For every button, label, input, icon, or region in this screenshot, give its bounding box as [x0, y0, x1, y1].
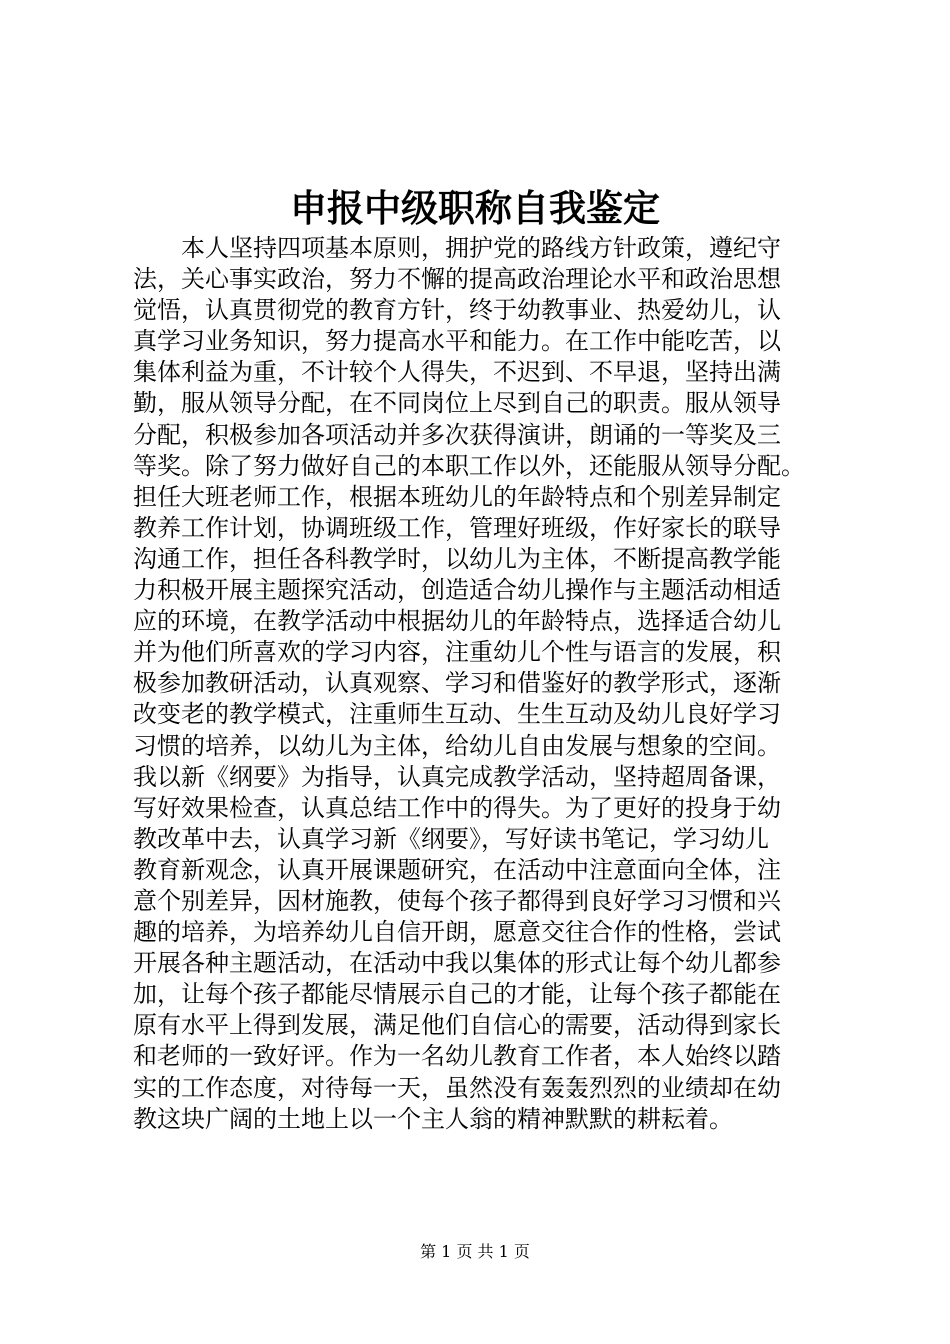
document-title: 申报中级职称自我鉴定: [290, 186, 660, 230]
body-line: 教这块广阔的土地上以一个主人翁的精神默默的耕耘着。: [133, 1104, 733, 1133]
body-line: 加，让每个孩子都能尽情展示自己的才能，让每个孩子都能在: [133, 980, 781, 1009]
body-line: 应的环境，在教学活动中根据幼儿的年龄特点，选择适合幼儿: [133, 607, 781, 636]
page-footer: 第 1 页 共 1 页: [420, 1242, 530, 1261]
body-line: 并为他们所喜欢的学习内容，注重幼儿个性与语言的发展，积: [133, 638, 781, 667]
body-line: 极参加教研活动，认真观察、学习和借鉴好的教学形式，逐渐: [133, 669, 781, 698]
body-line: 真学习业务知识，努力提高水平和能力。在工作中能吃苦，以: [133, 327, 781, 356]
body-line: 开展各种主题活动，在活动中我以集体的形式让每个幼儿都参: [133, 949, 781, 978]
body-line: 力积极开展主题探究活动，创造适合幼儿操作与主题活动相适: [133, 576, 781, 605]
body-line: 沟通工作，担任各科教学时，以幼儿为主体，不断提高教学能: [133, 544, 781, 573]
body-line: 我以新《纲要》为指导，认真完成教学活动，坚持超周备课，: [133, 762, 781, 791]
body-line: 教养工作计划，协调班级工作，管理好班级，作好家长的联导: [133, 513, 781, 542]
body-line: 教改革中去，认真学习新《纲要》，写好读书笔记，学习幼儿: [133, 824, 769, 853]
body-line: 法，关心事实政治，努力不懈的提高政治理论水平和政治思想: [133, 265, 781, 294]
body-line: 趣的培养，为培养幼儿自信开朗，愿意交往合作的性格，尝试: [133, 918, 781, 947]
body-line: 意个别差异，因材施教，使每个孩子都得到良好学习习惯和兴: [133, 886, 781, 915]
body-line: 实的工作态度，对待每一天，虽然没有轰轰烈烈的业绩却在幼: [133, 1073, 781, 1102]
body-line: 写好效果检查，认真总结工作中的得失。为了更好的投身于幼: [133, 793, 781, 822]
body-line: 勤，服从领导分配，在不同岗位上尽到自己的职责。服从领导: [133, 389, 781, 418]
body-line: 集体利益为重，不计较个人得失，不迟到、不早退，坚持出满: [133, 358, 781, 387]
document-body: [133, 233, 853, 1135]
body-line: 觉悟，认真贯彻党的教育方针，终于幼教事业、热爱幼儿，认: [133, 296, 781, 325]
body-line: 习惯的培养，以幼儿为主体，给幼儿自由发展与想象的空间。: [133, 731, 781, 760]
body-line: 改变老的教学模式，注重师生互动、生生互动及幼儿良好学习: [133, 700, 781, 729]
body-line: 等奖。除了努力做好自己的本职工作以外，还能服从领导分配。: [133, 451, 805, 480]
body-line: 教育新观念，认真开展课题研究，在活动中注意面向全体，注: [133, 855, 781, 884]
body-line: 担任大班老师工作，根据本班幼儿的年龄特点和个别差异制定: [133, 482, 781, 511]
body-line: 分配，积极参加各项活动并多次获得演讲，朗诵的一等奖及三: [133, 420, 781, 449]
body-line: 本人坚持四项基本原则，拥护党的路线方针政策，遵纪守: [133, 234, 781, 262]
body-line: 和老师的一致好评。作为一名幼儿教育工作者，本人始终以踏: [133, 1042, 781, 1071]
body-line: 原有水平上得到发展，满足他们自信心的需要，活动得到家长: [133, 1011, 781, 1040]
